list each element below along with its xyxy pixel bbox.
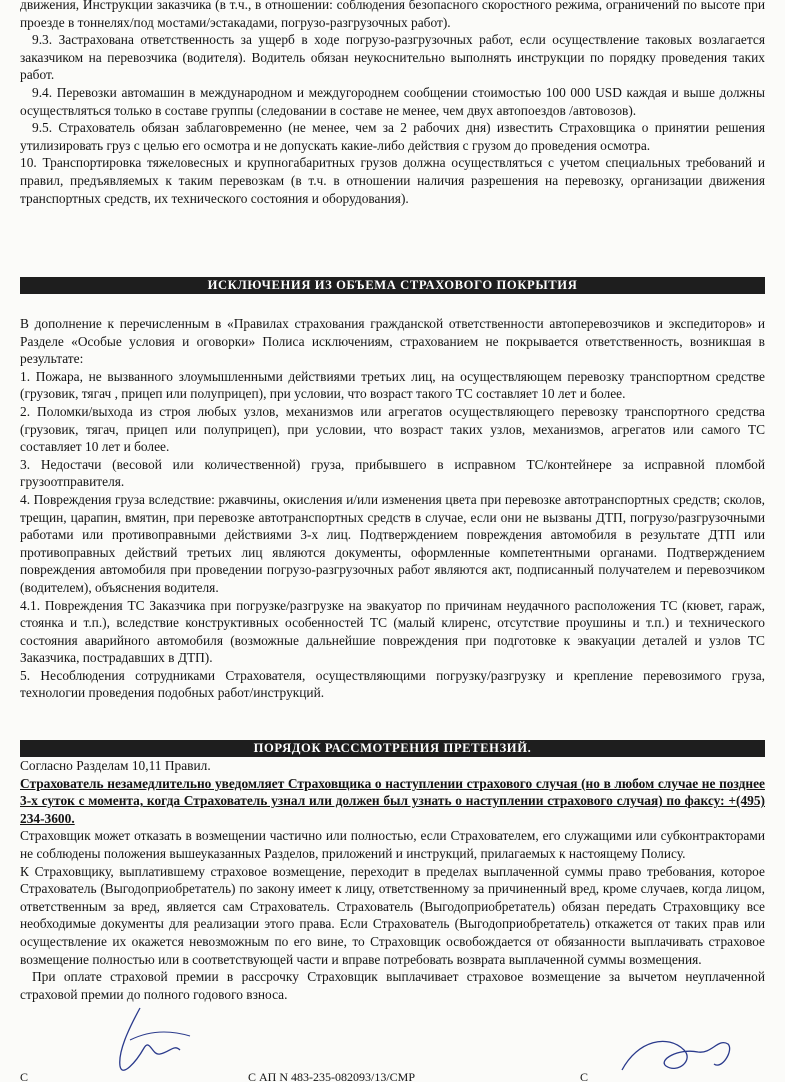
footer-policy-number: С АП N 483-235-082093/13/СМР (248, 1070, 416, 1082)
exclusion-3: 3. Недостачи (весовой или количественной) груза, прибывшего в исправном ТС/контейнере за исправной пломбой грузоотправителя. (20, 456, 765, 490)
exclusion-2: 2. Поломки/выхода из строя любых узлов, механизмов или агрегатов осуществляющего перевозку транспортного средства (грузовик, тягач, прицеп или полуприцеп), при условии, что возраст таких узлов, механизмов, агрегатов или самого ТС составляет 10 лет и более. (20, 403, 765, 455)
exclusions-intro: В дополнение к перечисленным в «Правилах страхования гражданской ответственности автоперевозчиков и экспедиторов» и Разделе «Особые условия и оговорки» Полиса исключениям, страхованием не покрывается ответственность, возникшая в результате: (20, 316, 765, 367)
footer-left: С (20, 1070, 29, 1082)
claims-paragraph-1: Страховщик может отказать в возмещении частично или полностью, если Страхователем, его служащими или субконтракторами не соблюдены положения вышеуказанных Разделов, приложений и инструкций, прилагаемых к настоящему Полису. (20, 828, 765, 861)
clause-10: 10. Транспортировка тяжеловесных и крупногабаритных грузов должна осуществляться с учетом специальных требований и правил, предъявляемых к таким перевозкам (в т.ч. в отношении наличия разрешения на перевозку, организации движения транспортных средств, их технического состояния и оборудования). (20, 155, 765, 206)
claims-heading: ПОРЯДОК РАССМОТРЕНИЯ ПРЕТЕНЗИЙ. (20, 740, 765, 757)
exclusion-4: 4. Повреждения груза вследствие: ржавчины, окисления и/или изменения цвета при перевозке автотранспортных средств; сколов, трещин, царапин, вмятин, при перевозке автотранспортных средств в случае, если они не вызваны ДТП, погрузо/разгрузочными работами или противоправными действиями 3-х лиц. Подтверждением повреждения автомобиля в результате ДТП или противоправных действий третьих лиц являются документы, оформленные компетентными органами. Подтверждением повреждения автомобиля при проведении погрузо-разгрузочных работ являются акт, подписанный получателем и перевозчиком (водителем), объяснения водителя. (20, 491, 765, 595)
paragraph-continuation: движения, Инструкции заказчика (в т.ч., в отношении: соблюдения безопасного скоростного режима, ограничений по высоте при проезде в тоннелях/под мостами/эстакадами, погрузо-разгрузочных работ). (20, 0, 765, 30)
claims-paragraph-3: При оплате страховой премии в рассрочку Страховщик выплачивает страховое возмещение за вычетом неуплаченной страховой премии до полного годового взноса. (20, 969, 765, 1002)
exclusions-heading: ИСКЛЮЧЕНИЯ ИЗ ОБЪЕМА СТРАХОВОГО ПОКРЫТИЯ (20, 277, 765, 294)
claims-reference: Согласно Разделам 10,11 Правил. (20, 758, 211, 773)
claims-paragraph-2: К Страховщику, выплатившему страховое возмещение, переходит в пределах выплаченной суммы право требования, которое Страхователь (Выгодоприобретатель) по закону имеет к лицу, ответственному за причиненный вред, кроме случаев, когда лицом, ответственным за вред, является сам Страхователь. Страхователь (Выгодоприобретатель) обязан передать Страховщику все необходимые документы для реализации этого права. Если Страхователь (Выгодоприобретатель) откажется от таких прав или осуществление их окажется невозможным по его вине, то Страховщик освобождается от обязанности выплачивать страховое возмещение полностью или в соответствующей части и вправе потребовать возврата выплаченной суммы возмещения. (20, 863, 765, 967)
exclusion-5: 5. Несоблюдения сотрудниками Страхователя, осуществляющими погрузку/разгрузку и крепление перевозимого груза, технологии проведения подобных работ/инструкций. (20, 667, 765, 701)
claims-section (20, 757, 765, 1003)
footer-right: С (580, 1070, 589, 1082)
clause-9-4: 9.4. Перевозки автомашин в международном и междугороднем сообщении стоимостью 100 000 USD каждая и выше должны осуществляться только в составе группы (следовании в составе не менее, чем двух автопоездов /автовозов). (20, 84, 765, 118)
exclusion-4-1: 4.1. Повреждения ТС Заказчика при погрузке/разгрузке на эвакуатор по причинам неудачного расположения ТС (кювет, гараж, стоянка и т.п.), вследствие конструктивных особенностей ТС (малый клиренс, отсутствие проушины и т.п.) и технического состояния аварийного автомобиля (возможные дальнейшие повреждения при подготовке к эвакуации деталей и узлов ТС Заказчика, пострадавших в ДТП). (20, 597, 765, 666)
clause-9-3: 9.3. Застрахована ответственность за ущерб в ходе погрузо-разгрузочных работ, если осуществление таковых возлагается заказчиком на перевозчика (водителя). Водитель обязан неукоснительно выполнять инструкции по порядку проведения таких работ. (20, 32, 765, 83)
clause-9-5: 9.5. Страхователь обязан заблаговременно (не менее, чем за 2 рабочих дня) известить Страховщика о принятии решения утилизировать груз с целью его осмотра и не допускать какие-либо действия с грузом до проведения осмотра. (20, 120, 765, 153)
exclusions-section (20, 315, 765, 702)
exclusion-1: 1. Пожара, не вызванного злоумышленными действиями третьих лиц, на осуществляющем перевозку транспортном средстве (грузовик, тягач , прицеп или полуприцеп), при условии, что возраст такого ТС составляет 10 лет и более. (20, 368, 765, 402)
conditions-continued (20, 0, 765, 207)
claims-notice: Страхователь незамедлительно уведомляет Страховщика о наступлении страхового случая (но в любом случае не позднее 3-х суток с момента, когда Страхователь узнал или должен был узнать о наступлении страхового случая) по факсу: +(495) 234-3600. (20, 775, 765, 826)
